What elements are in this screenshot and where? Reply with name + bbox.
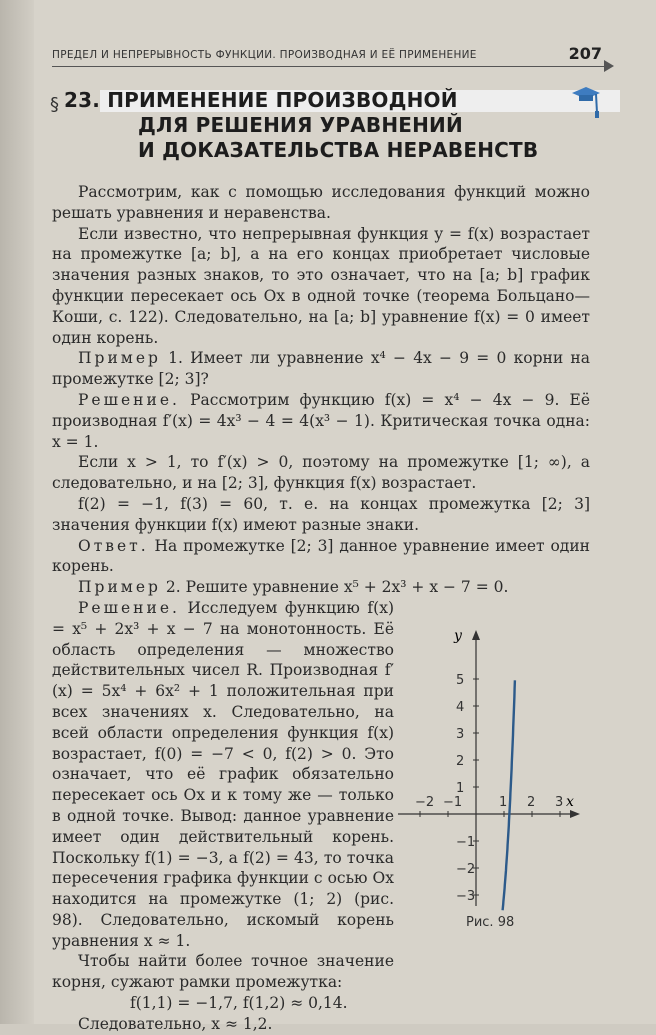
answer-1-label: Ответ.: [78, 536, 149, 555]
x-axis-label: x: [566, 794, 574, 810]
answer-1: [52, 536, 590, 578]
x-tick-label: −1: [443, 795, 463, 810]
y-axis-label: y: [454, 628, 462, 644]
example-1-text: 1. Имеет ли уравнение x⁴ − 4x − 9 = 0 корни на промежутке [2; 3]?: [52, 349, 590, 389]
graduation-cap-icon: [570, 83, 602, 119]
example-2-text: 2. Решите уравнение x⁵ + 2x³ + x − 7 = 0.: [165, 578, 509, 597]
section-heading: [50, 88, 610, 163]
running-head-arrow-icon: [604, 60, 614, 72]
figure-caption: Рис. 98: [466, 915, 515, 930]
solution-1-label: Решение.: [78, 390, 180, 409]
solution-1-text: Рассмотрим функцию f(x) = x⁴ − 4x − 9. Её производная f′(x) = 4x³ − 4 = 4(x³ − 1). Критическая точка одна: x = 1.: [52, 390, 590, 451]
y-tick-label: 4: [456, 700, 465, 715]
section-title-line-3: И ДОКАЗАТЕЛЬСТВА НЕРАВЕНСТВ: [138, 138, 539, 162]
y-tick-label: −1: [456, 835, 476, 850]
y-axis-arrow-icon: [472, 630, 480, 640]
running-head-title: ПРЕДЕЛ И НЕПРЕРЫВНОСТЬ ФУНКЦИИ. ПРОИЗВОДНАЯ И ЕЁ ПРИМЕНЕНИЕ: [52, 49, 477, 61]
formula-refine: f(1,1) = −1,7, f(1,2) ≈ 0,14.: [130, 994, 348, 1013]
section-number: 23.: [64, 88, 101, 112]
x-axis-arrow-icon: [570, 810, 580, 818]
y-tick-label: 1: [456, 781, 465, 796]
example-2: [52, 577, 590, 598]
y-tick-label: 2: [456, 754, 465, 769]
solution-2-label: Решение.: [78, 598, 180, 617]
section-title-line-2: ДЛЯ РЕШЕНИЯ УРАВНЕНИЙ: [138, 113, 463, 137]
answer-1-text: На промежутке [2; 3] данное уравнение имеет один корень.: [52, 536, 590, 576]
paragraph-conclusion: Следовательно, x ≈ 1,2.: [78, 1014, 273, 1033]
section-title-line-1: ПРИМЕНЕНИЕ ПРОИЗВОДНОЙ: [107, 88, 458, 112]
x-tick-label: 3: [555, 795, 564, 810]
paragraph-intro: Рассмотрим, как с помощью исследования функций можно решать уравнения и неравенства.: [52, 183, 590, 222]
paragraph-theory: Если известно, что непрерывная функция y = f(x) возрастает на промежутке [a; b], а на его концах приобретает числовые значения разных знаков, то это означает, что на [a; b] график функции пересекает ось Ox в одной точке (теорема Больцано—Коши, с. 122). Следовательно, на [a; b] уравнение f(x) = 0 имеет один корень.: [52, 224, 590, 347]
y-tick-label: 5: [456, 673, 465, 688]
paragraph-refine: Чтобы найти более точное значение корня, сужают рамки промежутка:: [52, 952, 394, 992]
x-tick-label: −2: [415, 795, 435, 810]
paragraph-values: f(2) = −1, f(3) = 60, т. е. на концах промежутка [2; 3] значения функции f(x) имеют разные знаки.: [52, 494, 590, 534]
running-head: [52, 46, 612, 68]
section-title: [64, 88, 610, 163]
solution-1: [52, 390, 590, 452]
page-gutter-shadow: [0, 0, 34, 1024]
x-tick-label: 1: [499, 795, 508, 810]
example-1-label: Пример: [78, 349, 161, 368]
example-1: [52, 348, 590, 390]
y-tick-label: −3: [456, 889, 476, 904]
x-tick-label: 2: [527, 795, 536, 810]
y-tick-label: −2: [456, 862, 476, 877]
running-head-rule: [52, 66, 612, 67]
y-tick-label: 3: [456, 727, 465, 742]
example-2-label: Пример: [78, 578, 161, 597]
function-graph: [394, 624, 584, 914]
section-mark: §: [50, 94, 59, 115]
page-number: 207: [568, 44, 602, 63]
paragraph-monotonic: Если x > 1, то f′(x) > 0, поэтому на промежутке [1; ∞), а следовательно, и на [2; 3], функция f(x) возрастает.: [52, 453, 590, 493]
solution-2-text: Исследуем функцию f(x) = x⁵ + 2x³ + x − 7 на монотонность. Её область определения — множество действительных чисел R. Производная f′(x) = 5x⁴ + 6x² + 1 положительная при всех значениях x. Следовательно, на всей области определения функция f(x) возрастает, f(0) = −7 < 0, f(2) > 0. Это означает, что её график обязательно пересекает ось Ox и к тому же — только в одной точке. Вывод: данное уравнение имеет один действительный корень. Поскольку f(1) = −3, а f(2) = 43, то точка пересечения графика функции с осью Ox находится на промежутке (1; 2) (рис. 98). Следовательно, искомый корень уравнения x ≈ 1.: [52, 598, 394, 950]
